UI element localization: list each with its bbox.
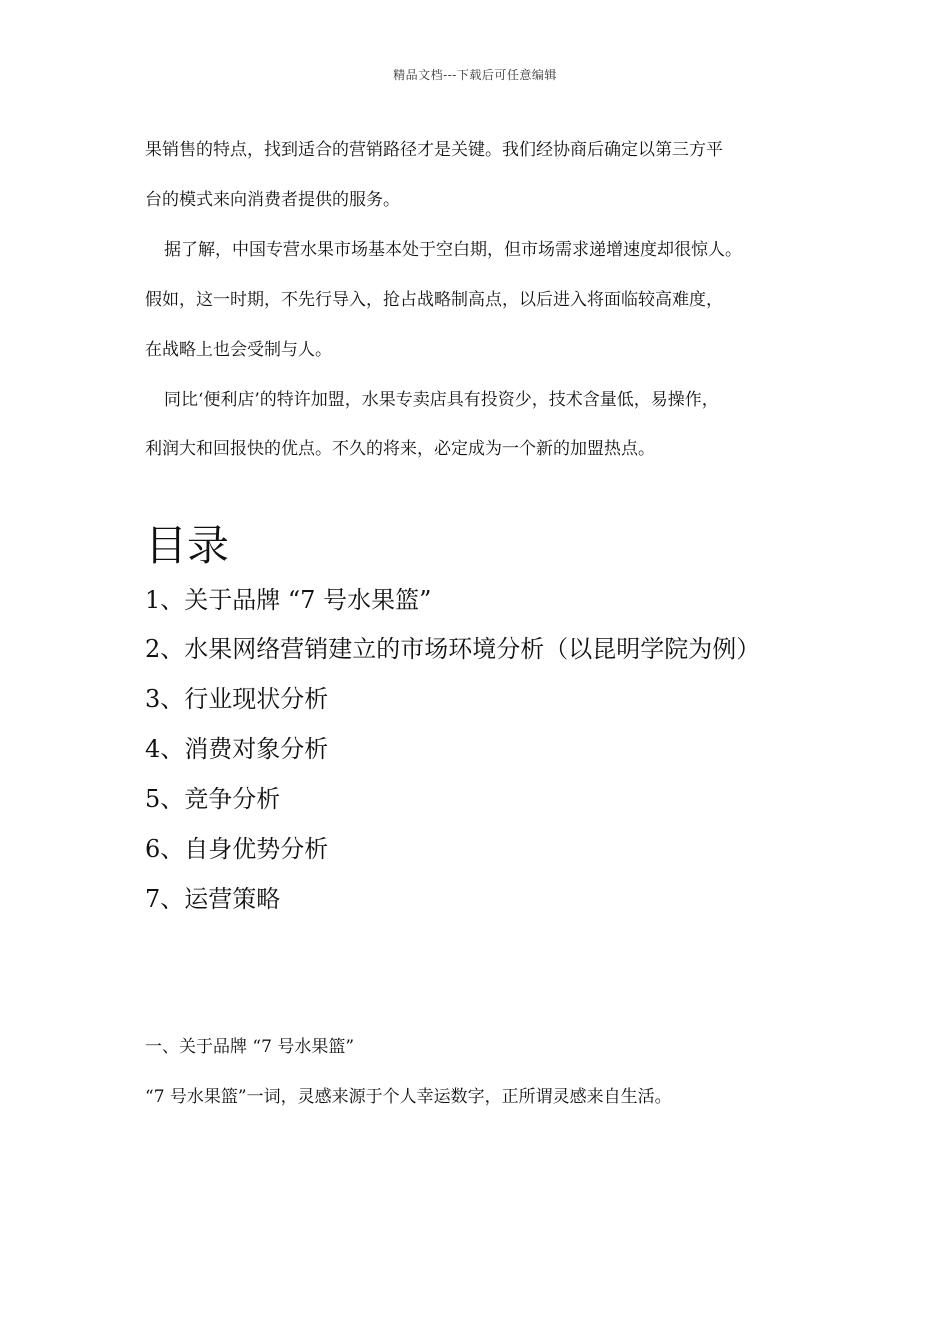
page-header: 精品文档---下载后可任意编辑 [393,68,557,82]
toc-item: 4、消费对象分析 [145,735,329,763]
toc-item: 5、竞争分析 [145,785,281,813]
section-heading: 一、关于品牌 “7 号水果篮” [145,1037,355,1057]
toc-item: 3、行业现状分析 [145,685,329,713]
paragraph-line: 果销售的特点，找到适合的营销路径才是关键。我们经协商后确定以第三方平 [145,140,723,160]
paragraph-line: 据了解，中国专营水果市场基本处于空白期，但市场需求递增速度却很惊人。 [164,240,742,260]
toc-item: 7、运营策略 [145,885,281,913]
paragraph-line: 台的模式来向消费者提供的服务。 [145,190,400,210]
paragraph-line: 同比‘便利店’的特许加盟，水果专卖店具有投资少，技术含量低，易操作， [164,390,719,410]
paragraph-line: 在战略上也会受制与人。 [145,340,332,360]
toc-item: 6、自身优势分析 [145,835,329,863]
toc-item: 1、关于品牌 “7 号水果篮” [145,586,432,614]
paragraph-line: 假如，这一时期，不先行导入，抢占战略制高点，以后进入将面临较高难度， [145,290,723,310]
section-body: “7 号水果篮”一词，灵感来源于个人幸运数字，正所谓灵感来自生活。 [145,1087,672,1107]
toc-item: 2、水果网络营销建立的市场环境分析（以昆明学院为例） [145,635,761,663]
toc-title: 目录 [145,521,230,570]
paragraph-line: 利润大和回报快的优点。不久的将来，必定成为一个新的加盟热点。 [145,439,655,459]
